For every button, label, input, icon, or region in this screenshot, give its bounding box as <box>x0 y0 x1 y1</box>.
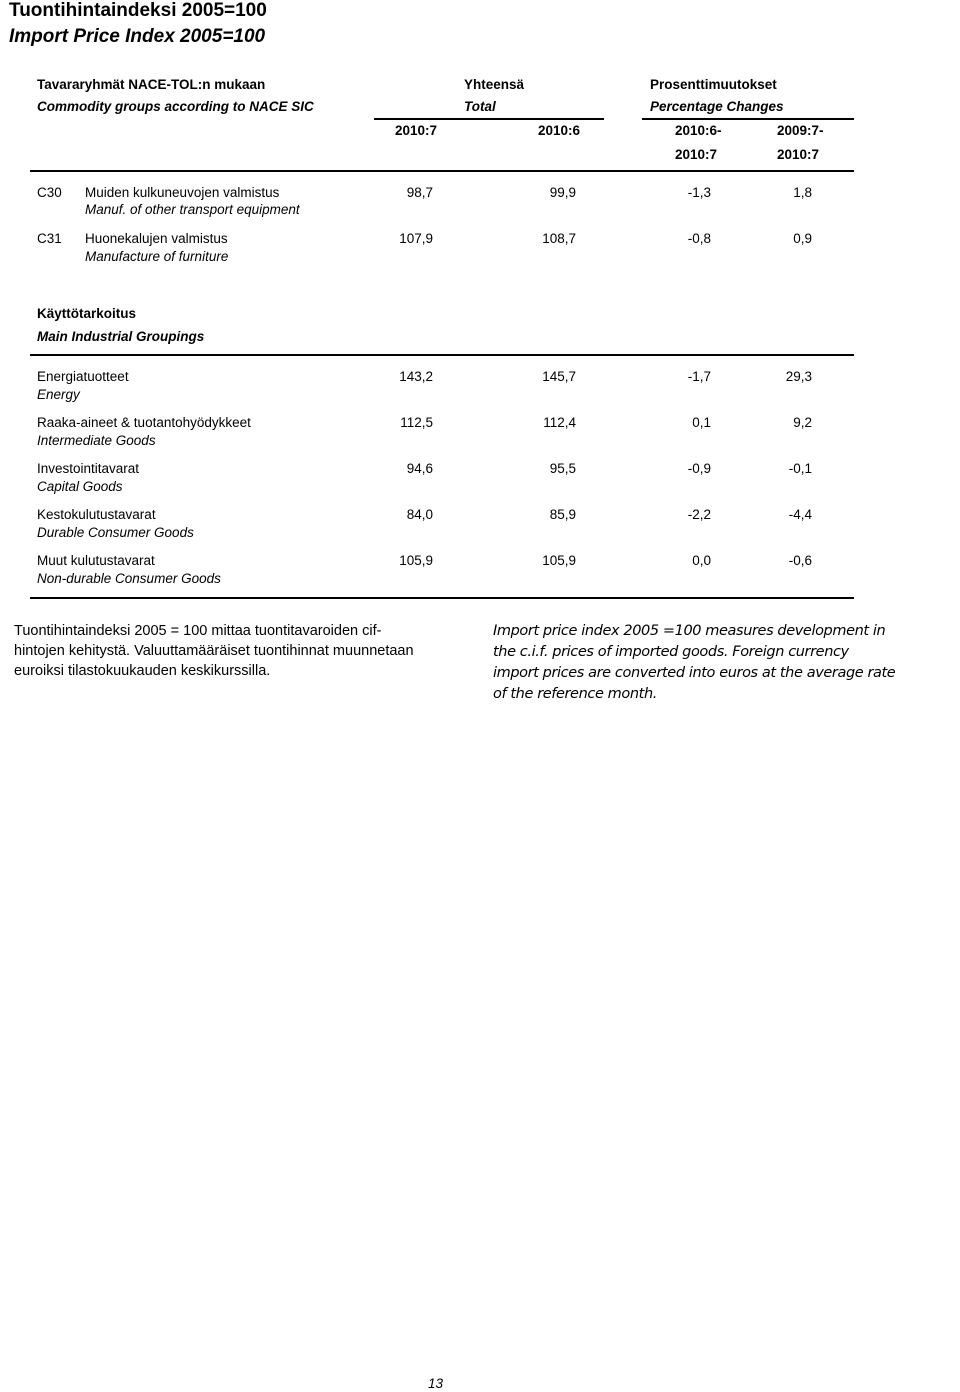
header-col2: 2010:6 <box>538 123 581 138</box>
value-change-year: 9,2 <box>793 415 812 430</box>
value-2010-7: 98,7 <box>406 185 433 200</box>
header-total-en: Total <box>464 99 496 114</box>
value-change-month: -1,3 <box>687 185 711 200</box>
row-label-fi: Investointitavarat <box>37 461 140 476</box>
value-2010-6: 95,5 <box>549 461 576 476</box>
page-number: 13 <box>428 1376 444 1391</box>
row-label-fi: Muut kulutustavarat <box>37 553 155 568</box>
header-pct-en: Percentage Changes <box>650 99 784 114</box>
row-code: C30 <box>37 185 62 200</box>
value-change-month: -0,8 <box>687 231 711 246</box>
header-groups-en: Commodity groups according to NACE SIC <box>37 99 314 114</box>
value-2010-6: 145,7 <box>542 369 576 384</box>
row-label-en: Manufacture of furniture <box>85 249 229 264</box>
title-fi: Tuontihintaindeksi 2005=100 <box>9 0 267 21</box>
value-change-year: -0,1 <box>788 461 812 476</box>
groupings-title-fi: Käyttötarkoitus <box>37 306 137 321</box>
header-groups-fi: Tavararyhmät NACE-TOL:n mukaan <box>37 77 266 92</box>
value-2010-7: 105,9 <box>399 553 433 568</box>
value-2010-6: 112,4 <box>543 415 576 430</box>
row-label-en: Manuf. of other transport equipment <box>85 202 300 217</box>
row-label-fi: Huonekalujen valmistus <box>85 231 228 246</box>
value-change-year: -4,4 <box>788 507 812 522</box>
row-label-fi: Raaka-aineet & tuotantohyödykkeet <box>37 415 251 430</box>
value-2010-7: 107,9 <box>399 231 433 246</box>
row-label-en: Capital Goods <box>37 479 123 494</box>
note-en: Import price index 2005 =100 measures development in the c.i.f. prices of imported goods. Foreign currency import prices are converted into euros at the average rate of the reference month. <box>493 623 896 702</box>
header-total-fi: Yhteensä <box>464 77 525 92</box>
groupings-rule <box>30 354 854 356</box>
value-2010-6: 99,9 <box>549 185 576 200</box>
pct-underline <box>642 118 854 120</box>
value-2010-7: 112,5 <box>400 415 433 430</box>
value-change-month: 0,0 <box>692 553 711 568</box>
row-label-en: Durable Consumer Goods <box>37 525 194 540</box>
value-2010-6: 105,9 <box>542 553 576 568</box>
value-change-year: -0,6 <box>788 553 812 568</box>
header-col3b: 2010:7 <box>675 147 718 162</box>
row-label-en: Intermediate Goods <box>37 433 156 448</box>
header-rule <box>30 170 854 172</box>
value-change-month: -2,2 <box>687 507 711 522</box>
value-change-year: 1,8 <box>793 185 812 200</box>
row-label-en: Energy <box>37 387 80 402</box>
value-change-year: 29,3 <box>785 369 812 384</box>
header-col3a: 2010:6- <box>675 123 722 138</box>
table-bottom-rule <box>30 597 854 599</box>
value-change-month: 0,1 <box>692 415 711 430</box>
value-change-month: -0,9 <box>687 461 711 476</box>
header-col4a: 2009:7- <box>777 123 824 138</box>
value-2010-6: 108,7 <box>542 231 576 246</box>
header-col4b: 2010:7 <box>777 147 820 162</box>
value-2010-7: 84,0 <box>406 507 433 522</box>
row-code: C31 <box>37 231 62 246</box>
value-change-year: 0,9 <box>793 231 812 246</box>
header-pct-fi: Prosenttimuutokset <box>650 77 777 92</box>
value-2010-7: 94,6 <box>406 461 433 476</box>
row-label-fi: Kestokulutustavarat <box>37 507 156 522</box>
value-change-month: -1,7 <box>687 369 711 384</box>
groupings-title-en: Main Industrial Groupings <box>37 329 205 344</box>
total-underline <box>374 118 604 120</box>
row-label-fi: Energiatuotteet <box>37 369 129 384</box>
title-en: Import Price Index 2005=100 <box>9 26 266 47</box>
value-2010-6: 85,9 <box>549 507 576 522</box>
header-col1: 2010:7 <box>395 123 438 138</box>
row-label-fi: Muiden kulkuneuvojen valmistus <box>85 185 280 200</box>
note-fi: Tuontihintaindeksi 2005 = 100 mittaa tuontitavaroiden cif-hintojen kehitystä. Valuuttamääräiset tuontihinnat muunnetaan euroiksi tilastokuukauden keskikurssilla. <box>14 623 414 679</box>
value-2010-7: 143,2 <box>399 369 433 384</box>
row-label-en: Non-durable Consumer Goods <box>37 571 221 586</box>
